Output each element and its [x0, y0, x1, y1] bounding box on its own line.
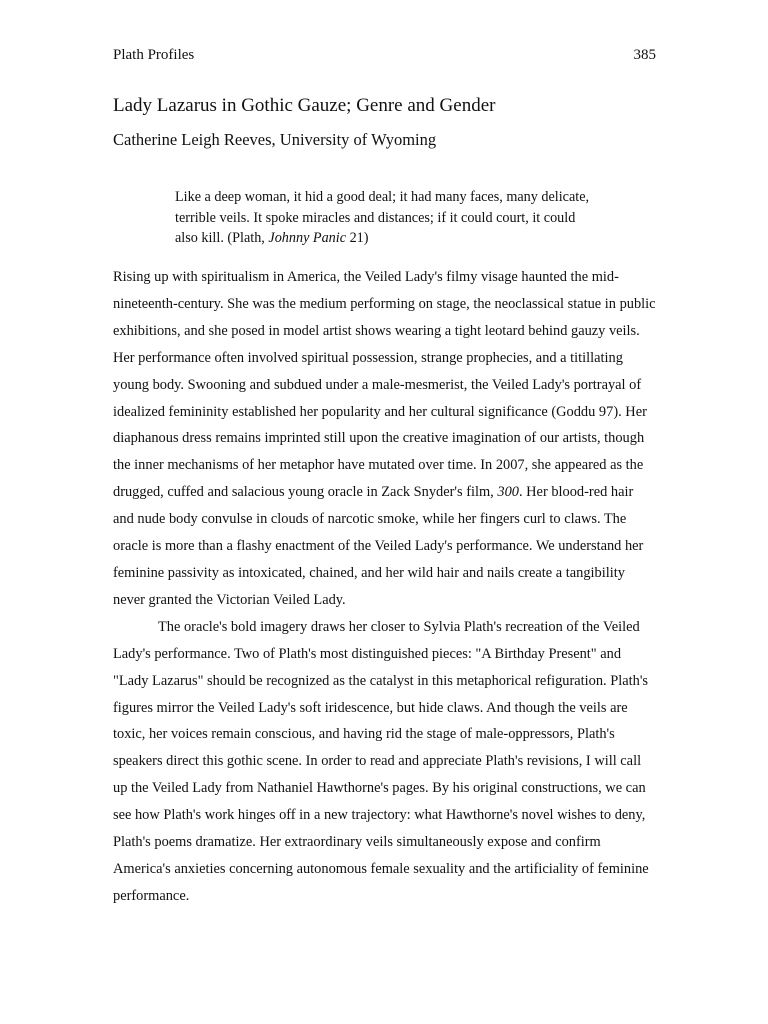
epigraph-source-page: 21) — [346, 230, 369, 246]
epigraph-text: Like a deep woman, it hid a good deal; it had many faces, many delicate, terrible veils. It spoke miracles and distances; if it could court, it could also kill. (Plath, — [175, 189, 590, 246]
paragraph-1-before: Rising up with spiritualism in America, the Veiled Lady's filmy visage haunted the mid-nineteenth-century. She was the medium performing on stage, the neoclassical statue in public exhibitions, and she posed in model artist shows wearing a tight leotard behind gauzy veils. Her performance often involved spiritual possession, strange prophecies, and a titillating young body. Swooning and subdued under a male-mesmerist, the Veiled Lady's portrayal of idealized femininity established her popularity and her cultural significance (Goddu 97). Her diaphanous dress remains imprinted still upon the creative imagination of our artists, though the inner mechanisms of her metaphor have mutated over time. In 2007, she appeared as the drugged, cuffed and salacious young oracle in Zack Snyder's film, — [113, 269, 656, 501]
article-title: Lady Lazarus in Gothic Gauze; Genre and Gender — [113, 95, 496, 116]
paragraph-2: The oracle's bold imagery draws her closer to Sylvia Plath's recreation of the Veiled Lady's performance. Two of Plath's most distinguished pieces: "A Birthday Present" and "Lady Lazarus" should be recognized as the catalyst in this metaphorical refiguration. Plath's figures mirror the Veiled Lady's soft iridescence, but hide claws. And though the veils are toxic, her voices remain conscious, and having rid the stage of male-oppressors, Plath's speakers direct this gothic scene. In order to read and appreciate Plath's revisions, I will call up the Veiled Lady from Nathaniel Hawthorne's pages. By his original constructions, we can see how Plath's work hinges off in a new trajectory: what Hawthorne's novel wishes to deny, Plath's poems dramatize. Her extraordinary veils simultaneously expose and confirm America's anxieties concerning autonomous female sexuality and the artificiality of feminine performance. — [113, 618, 649, 904]
page-number: 385 — [633, 47, 656, 63]
body-text — [113, 264, 656, 910]
epigraph-quote — [175, 187, 595, 249]
author-byline: Catherine Leigh Reeves, University of Wyoming — [113, 130, 437, 149]
paragraph-1-after: . Her blood-red hair and nude body convulse in clouds of narcotic smoke, while her fingers curl to claws. The oracle is more than a flashy enactment of the Veiled Lady's performance. We understand her feminine passivity as intoxicated, chained, and her wild hair and nails create a tangibility never granted the Victorian Veiled Lady. — [113, 484, 644, 608]
journal-name: Plath Profiles — [113, 47, 195, 63]
film-title: 300 — [497, 484, 519, 501]
paragraph-1 — [113, 264, 656, 614]
epigraph-source-title: Johnny Panic — [268, 230, 347, 246]
